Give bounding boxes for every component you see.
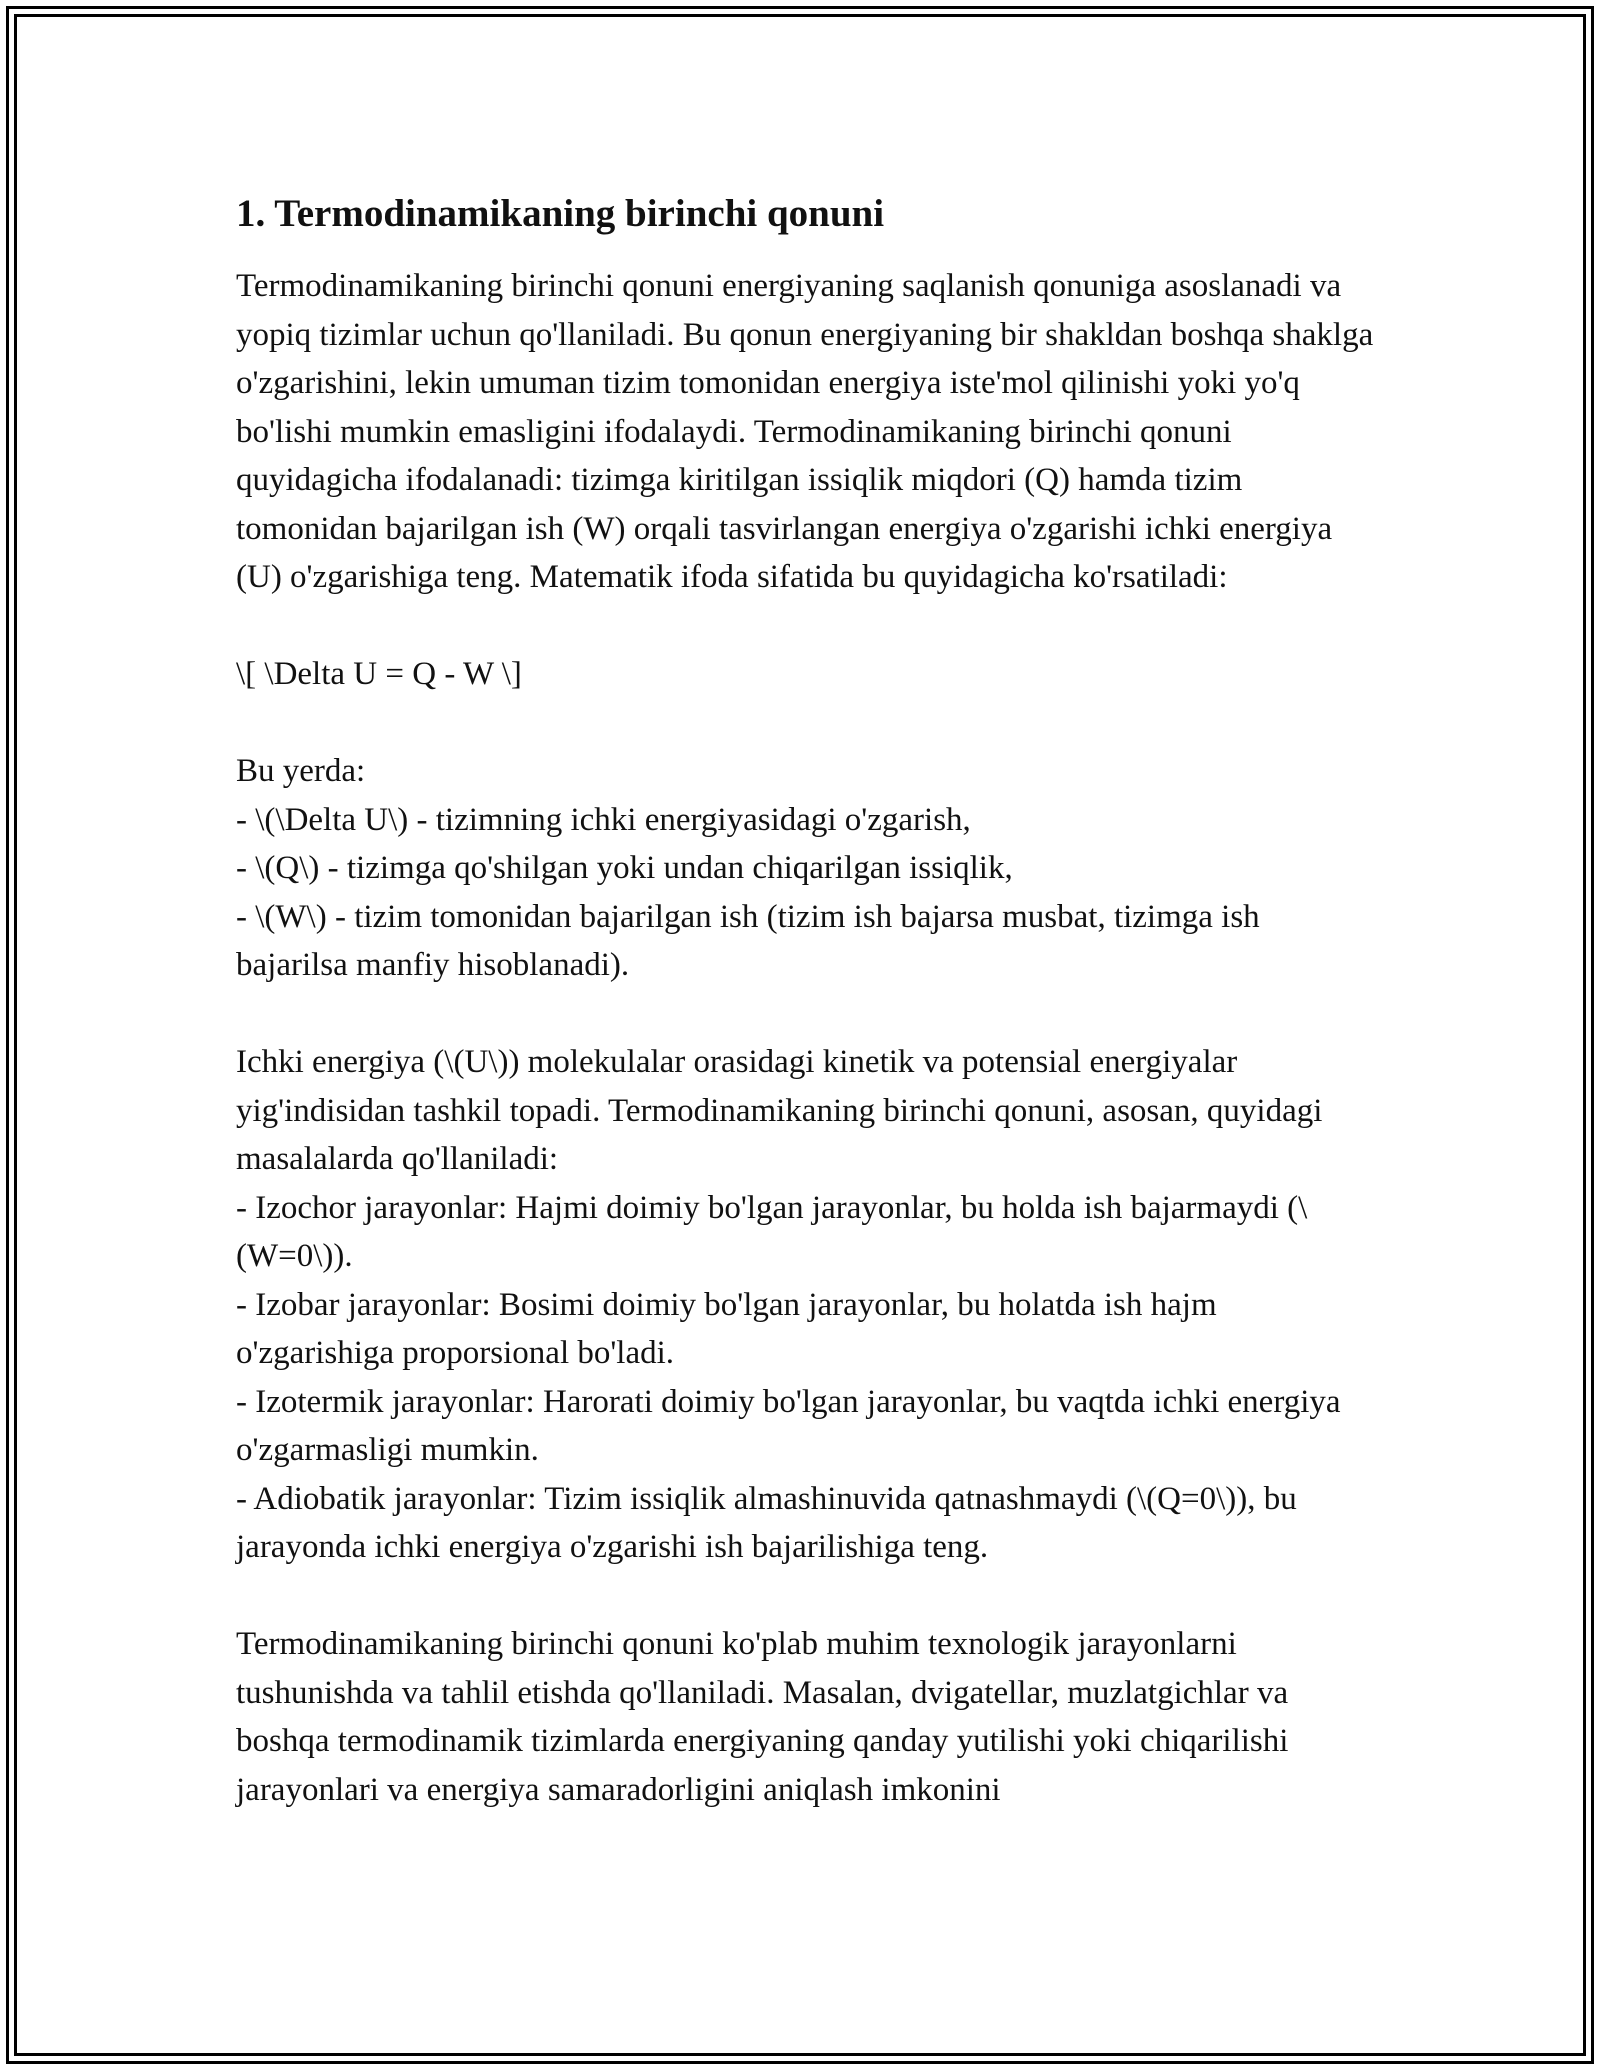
internal-energy-paragraph: Ichki energiya (\(U\)) molekulalar orasidagi kinetik va potensial energiyalar yig'indisidan tashkil topadi. Termodinamikaning birinchi qonuni, asosan, quyidagi masalalarda qo'llaniladi: <box>236 1044 1323 1177</box>
applications-paragraph: Termodinamikaning birinchi qonuni ko'plab muhim texnologik jarayonlarni tushunishda va tahlil etishda qo'llaniladi. Masalan, dvigatellar, muzlatgichlar va boshqa termodinamik tizimlarda energiyaning qanday yutilishi yoki chiqarilishi jarayonlari va energiya samaradorligini aniqlash imkonini <box>236 1626 1289 1808</box>
spacer <box>236 990 1376 1039</box>
process-item-isochoric: - Izochor jarayonlar: Hajmi doimiy bo'lgan jarayonlar, bu holda ish bajarmaydi (\(W=0\)). <box>236 1189 1308 1274</box>
where-item-q: - \(Q\) - tizimga qo'shilgan yoki undan chiqarilgan issiqlik, <box>236 850 1013 886</box>
process-item-isobaric: - Izobar jarayonlar: Bosimi doimiy bo'lgan jarayonlar, bu holatda ish hajm o'zgarishiga proporsional bo'ladi. <box>236 1286 1217 1371</box>
spacer <box>236 602 1376 651</box>
where-item-w: - \(W\) - tizim tomonidan bajarilgan ish (tizim ish bajarsa musbat, tizimga ish bajarilsa manfiy hisoblanadi). <box>236 898 1260 983</box>
spacer <box>236 699 1376 748</box>
section-title: 1. Termodinamikaning birinchi qonuni <box>236 192 885 235</box>
intro-paragraph: Termodinamikaning birinchi qonuni energiyaning saqlanish qonuniga asoslanadi va yopiq tizimlar uchun qo'llaniladi. Bu qonun energiyaning bir shakldan boshqa shaklga o'zgarishini, lekin umuman tizim tomonidan energiya iste'mol qilinishi yoki yo'q bo'lishi mumkin emasligini ifodalaydi. Termodinamikaning birinchi qonuni quyidagicha ifodalanadi: tizimga kiritilgan issiqlik miqdori (Q) hamda tizim tomonidan bajarilgan ish (W) orqali tasvirlangan energiya o'zgarishi ichki energiya (U) o'zgarishiga teng. Matematik ifoda sifatida bu quyidagicha ko'rsatiladi: <box>236 268 1374 595</box>
formula: \[ \Delta U = Q - W \] <box>236 656 522 692</box>
spacer <box>236 1572 1376 1621</box>
document-body <box>236 186 1376 1814</box>
where-item-delta-u: - \(\Delta U\) - tizimning ichki energiyasidagi o'zgarish, <box>236 801 971 838</box>
process-item-adiabatic: - Adiobatik jarayonlar: Tizim issiqlik almashinuvida qatnashmaydi (\(Q=0\)), bu jarayonda ichki energiya o'zgarishi ish bajarilishiga teng. <box>236 1480 1297 1565</box>
where-label: Bu yerda: <box>236 753 366 789</box>
process-item-isothermal: - Izotermik jarayonlar: Harorati doimiy bo'lgan jarayonlar, bu vaqtda ichki energiya o'zgarmasligi mumkin. <box>236 1383 1341 1468</box>
